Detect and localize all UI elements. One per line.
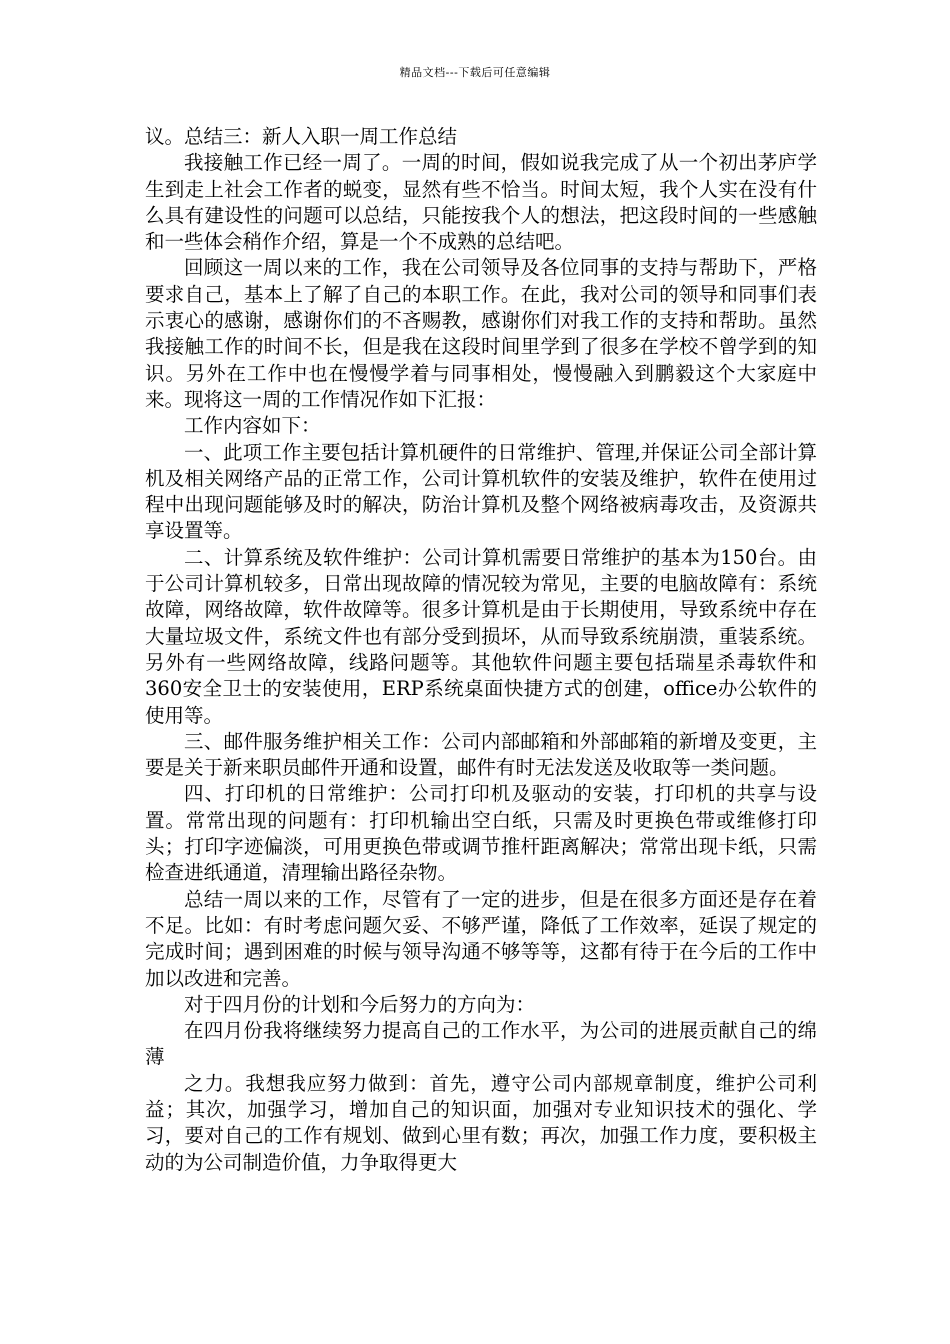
paragraph-plan-heading: 对于四月份的计划和今后努力的方向为： [184, 992, 536, 1016]
paragraph-item-3: 三、邮件服务维护相关工作：公司内部邮箱和外部邮箱的新增及变更，主要是关于新来职员邮件开通和设置，邮件有时无法发送及收取等一类问题。 [145, 729, 817, 780]
paragraph-item-4: 四、打印机的日常维护：公司打印机及驱动的安装，打印机的共享与设置。常常出现的问题有：打印机输出空白纸，只需及时更换色带或维修打印头；打印字迹偏淡，可用更换色带或调节推杆距离解决；常常出现卡纸，只需检查进纸通道，清理输出路径杂物。 [145, 782, 817, 885]
paragraph-work-content-heading: 工作内容如下： [184, 414, 321, 438]
paragraph-item-1: 一、此项工作主要包括计算机硬件的日常维护、管理,并保证公司全部计算机及相关网络产品的正常工作，公司计算机软件的安装及维护，软件在使用过程中出现问题能够及时的解决，防治计算机及整个网络被病毒攻击，及资源共享设置等。 [145, 440, 817, 543]
paragraph-plan-continued: 之力。我想我应努力做到：首先，遵守公司内部规章制度，维护公司利益；其次，加强学习，增加自己的知识面，加强对专业知识技术的强化、学习，要对自己的工作有规划、做到心里有数；再次，加强工作力度，要积极主动的为公司制造价值，力争取得更大 [145, 1071, 817, 1174]
page-header: 精品文档---下载后可任意编辑 [399, 66, 551, 79]
title-line: 议。总结三：新人入职一周工作总结 [145, 125, 458, 148]
paragraph-item-2: 二、计算系统及软件维护：公司计算机需要日常维护的基本为150台。由于公司计算机较多，日常出现故障的情况较为常见，主要的电脑故障有：系统故障，网络故障，软件故障等。很多计算机是由于长期使用，导致系统中存在大量垃圾文件，系统文件也有部分受到损坏，从而导致系统崩溃，重装系统。另外有一些网络故障，线路问题等。其他软件问题主要包括瑞星杀毒软件和360安全卫士的安装使用，ERP系统桌面快捷方式的创建，office办公软件的使用等。 [145, 545, 817, 727]
document-body [145, 124, 817, 1176]
paragraph-intro: 我接触工作已经一周了。一周的时间，假如说我完成了从一个初出茅庐学生到走上社会工作者的蜕变，显然有些不恰当。时间太短，我个人实在没有什么具有建设性的问题可以总结，只能按我个人的想法，把这段时间的一些感触和一些体会稍作介绍，算是一个不成熟的总结吧。 [145, 151, 817, 254]
paragraph-summary: 总结一周以来的工作，尽管有了一定的进步，但是在很多方面还是存在着不足。比如：有时考虑问题欠妥、不够严谨，降低了工作效率，延误了规定的完成时间；遇到困难的时候与领导沟通不够等等，这都有待于在今后的工作中加以改进和完善。 [145, 887, 817, 990]
paragraph-review: 回顾这一周以来的工作，我在公司领导及各位同事的支持与帮助下，严格要求自己，基本上了解了自己的本职工作。在此，我对公司的领导和同事们表示衷心的感谢，感谢你们的不吝赐教，感谢你们对我工作的支持和帮助。虽然我接触工作的时间不长，但是我在这段时间里学到了很多在学校不曾学到的知识。另外在工作中也在慢慢学着与同事相处，慢慢融入到鹏毅这个大家庭中来。现将这一周的工作情况作如下汇报： [145, 256, 817, 411]
paragraph-plan: 在四月份我将继续努力提高自己的工作水平，为公司的进展贡献自己的绵薄 [145, 1019, 817, 1069]
